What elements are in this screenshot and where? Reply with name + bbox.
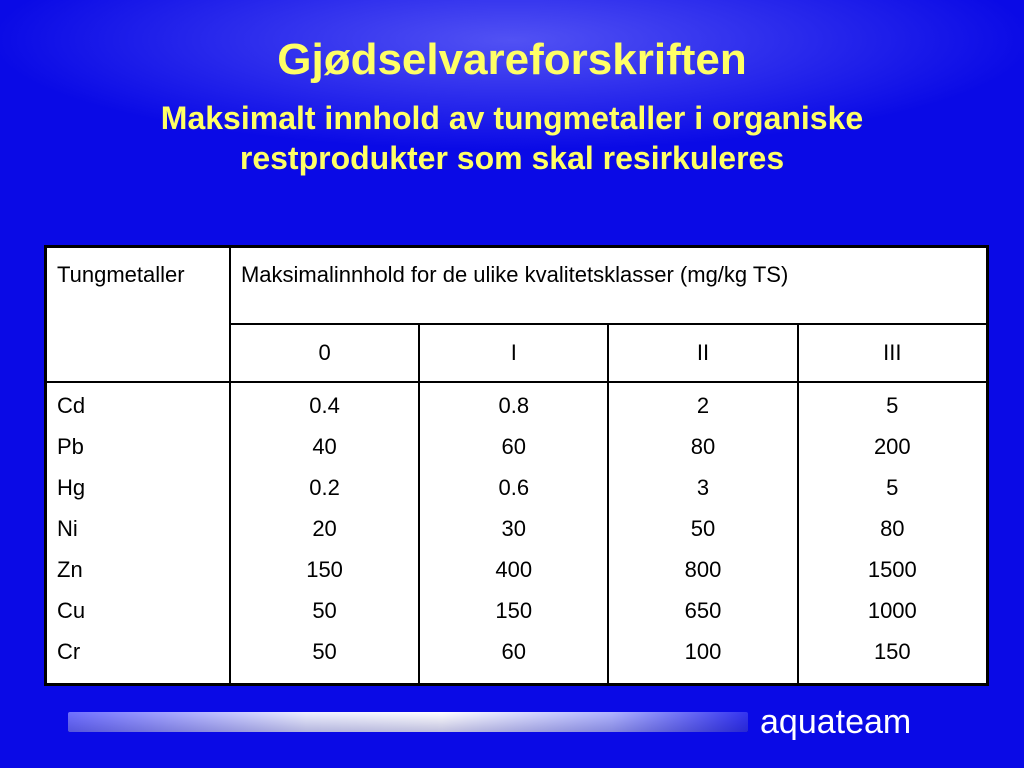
value-cell: 20 [312,516,337,541]
value-cell: 150 [306,557,343,582]
decorative-gradient-bar [68,712,748,732]
metal-name: Cd [57,393,86,418]
class-header-I: I [419,324,608,382]
metal-name: Pb [57,434,84,459]
class-header-III: III [798,324,988,382]
value-cell: 50 [690,516,716,541]
value-cell: 1000 [867,598,917,623]
slide-subtitle [0,98,1024,178]
value-cell: 5 [886,475,899,500]
value-cell: 150 [495,598,533,623]
value-cell: 0.4 [309,393,340,418]
value-cell: 400 [495,557,533,582]
class-III-values [798,382,988,685]
value-cell: 50 [312,639,337,664]
metal-name: Ni [57,516,78,541]
class-I-values [419,382,608,685]
table-body-row [46,382,988,685]
value-cell: 650 [684,598,722,623]
class-II-values [608,382,797,685]
value-cell: 5 [886,393,899,418]
value-cell: 60 [501,434,527,459]
value-cell: 40 [312,434,337,459]
metal-name: Hg [57,475,86,500]
value-cell: 800 [684,557,722,582]
slide-title: Gjødselvareforskriften [277,35,747,84]
metal-name: Zn [57,557,83,582]
value-cell: 150 [873,639,911,664]
subtitle-line-1: Maksimalt innhold av tungmetaller i organiske [160,100,864,136]
class-header-II: II [608,324,797,382]
header-max-content: Maksimalinnhold for de ulike kvalitetsklasser (mg/kg TS) [230,247,988,325]
value-cell: 80 [690,434,716,459]
value-cell: 1500 [867,557,917,582]
table-header-row [46,247,988,325]
heavy-metals-table [44,245,989,686]
value-cell: 0.6 [498,475,530,500]
class-0-values [230,382,419,685]
value-cell: 60 [501,639,527,664]
metal-names-cell [46,382,230,685]
subtitle-line-2: restprodukter som skal resirkuleres [239,140,785,176]
metal-name: Cu [57,598,86,623]
value-cell: 0.2 [309,475,340,500]
value-cell: 80 [880,516,905,541]
value-cell: 50 [312,598,337,623]
brand-logo-text: aquateam [760,703,912,741]
header-metal: Tungmetaller [46,247,230,383]
value-cell: 100 [684,639,722,664]
class-header-0: 0 [230,324,419,382]
value-cell: 3 [696,475,710,500]
metal-name: Cr [57,639,81,664]
value-cell: 2 [696,393,710,418]
value-cell: 200 [873,434,911,459]
value-cell: 0.8 [498,393,530,418]
value-cell: 30 [501,516,527,541]
